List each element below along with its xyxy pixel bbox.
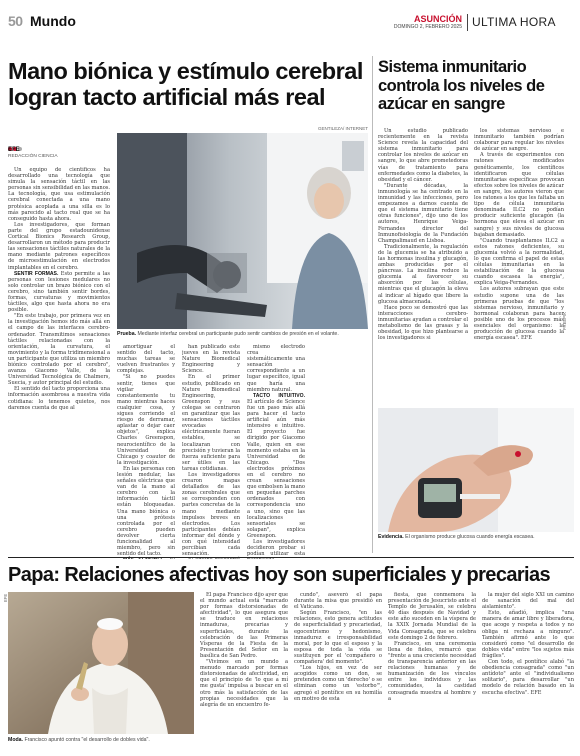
article1-column-4 <box>247 344 305 559</box>
page-header <box>0 0 580 34</box>
paragraph: han publicado este jueves en la revista Nature Biomedical Engineering y Science. <box>182 344 240 375</box>
article2-photo <box>378 408 574 532</box>
paragraph: Según Francisco, "en las relaciones, esto genera actitudes de superficialidad y precariedad, egocentrismo y hedonismo, inmadurez e irresponsabilidad moral, por lo que el esposo y la esposa de toda la vida se sustituyen por el 'compañero o compañera' del momento". <box>294 610 382 666</box>
paragraph: amortiguar el sentido del tacto, muchas tareas se vuelven frustrantes y complejas. <box>117 344 175 375</box>
paragraph: Un estudio publicado recientemente en la revista Science revela la capacidad del sistema inmunitario para controlar los niveles de azúcar en sangre, lo que abre prometedoras vías de tratamiento para enfermedades como la diabetes, la obesidad y el cáncer. <box>378 128 468 183</box>
article3-column-3 <box>388 592 476 750</box>
edition-date: DOMINGO 2, FEBRERO 2025 <box>393 24 462 30</box>
paragraph: "Los hijos, en vez de ser acogidos como un don, se pretenden como un 'derecho' o se eliminan como un 'estorbo'", agregó el pontífice en su homilía en motivo de esta <box>294 665 382 702</box>
paragraph: fiesta, que conmemora la presentación de Jesucristo ante el Templo de Jerusalén, se celebra 40 días después de Navidad y este año suceden en la víspera de la XXIX Jornada Mundial de la Vida Consagrada, que se celebra este domingo 2 de febrero. <box>388 592 476 641</box>
paragraph: "Durante décadas, la inmunología se ha centrado en la inmunidad y las infecciones, pero empezamos a darnos cuenta de que el sistema inmunitario tiene otras funciones", dijo uno de los autores, Henrique Veiga-Fernandes director del Inmunofisiología de la Fundación Champalimaud en Lisboa. <box>378 182 468 244</box>
article3-photo <box>8 592 194 734</box>
paragraph: Esto, añadió, implica "una manera de amar libre y liberadora, que acoge y respeta a todos y no obliga ni rechaza a ninguno". También afirmó ante lo que consideró como "el desarrollo de dobles vida" entre "los sujetos más frágiles". <box>482 610 574 659</box>
paragraph: El papa Francisco dijo ayer que el mundo actual está "marcado por formas distorsionadas de afectividad", lo que asegura que se traduce en relaciones inmaduras, precarias y superficiales, durante la celebración de las Primeras Vísperas de la Fiesta de la Presentación del Señor en la basílica de San Pedro. <box>200 592 288 659</box>
article3-photo-caption: Moda. Francisco apuntó contra "el desarrollo de dobles vida". <box>8 737 150 743</box>
subhead: TACTO INTUITIVO. <box>253 392 305 399</box>
byline-dots <box>8 136 26 142</box>
article2-side-credit: FREEPIK <box>562 312 567 330</box>
byline-sub: REDACCIÓN CIENCIA <box>8 154 58 159</box>
article1-photo <box>117 133 368 329</box>
paragraph: Los autores subrayan que este estudio supone una de las primeras pruebas de que "los sistemas nervioso, inmunitario y hormonal colaboran para hacer posible uno de los procesos más esenciales del organismo: la producción de glucosa cuando la energía escasea". EFE <box>474 286 564 342</box>
paragraph: "Cuando trasplantamos ILC2 a estos ratones deficientes, su glucemia volvió a la normalidad, lo que confirma el papel de estas células inmunitarias en la estabilización de la glucosa cuando escasea la energía", explica Veiga-Fernandes. <box>474 237 564 287</box>
paragraph: Tradicionalmente, la regulación de la glucemia se ha atribuido a las hormonas insulina y glucagón, ambas producidas por el páncreas. La insulina reduce la glucemia al favorecer su absorción por las células, mientras que el glucagón la eleva al indicar al hígado que libere la glucosa almacenada. <box>378 243 468 305</box>
article3-column-2 <box>294 592 382 750</box>
paragraph: "En este trabajo, por primera vez en la investigación hemos ido más allá en el campo de las interfaces cerebro-ordenador. Transmitimos sensaciones táctiles relacionadas con la orientación, la curvatura, el movimiento y la forma tridimensional a un participante que utiliza un miembro biónico controlado por el cerebro", avanza Giacomo Valle, de la Universidad Tecnológica de Chalmers, Suecia, y autor principal del estudio. <box>8 313 110 387</box>
article2-photo-caption: Evidencia. El organismo produce glucosa cuando energía escasea. <box>378 534 535 540</box>
paragraph: TACTO INTUITIVO. El artículo de Science fue un paso más allá para hacer el tacto artificial aún más intensivo e intuitivo. El proyecto fue dirigido por Giacomo Valle, quien en ese momento estaba en la Universidad de Chicago. "Dos electrodos próximos en el cerebro no crean sensaciones que embolsen la mano en pequeñas parches ordenados con correspondencia uno a uno, sino que las localizaciones sensoriales se solapan", explica Greenspon. <box>247 392 305 539</box>
glucometer-illustration <box>378 408 574 532</box>
paragraph: cundo", aseveró el papa durante la misa que presidió en el Vaticano. <box>294 592 382 611</box>
header-divider <box>467 14 468 31</box>
paragraph: En las personas con lesión medular, las señales eléctricas que van de la mano al cerebro con la información táctil están bloqueadas. Una mano biónica o una prótesis controlada por el cerebro pueden devolver cierta funcionalidad al miembro, pero sin sentido del tacto. <box>117 465 175 558</box>
article1-column-3 <box>182 344 240 559</box>
paragraph: "Vivimos en un mundo a menudo marcado por formas distorsionadas de afectividad, en que el principio de 'lo que a mí me gusta' impulsa a buscar en el otro más la satisfacción de las propias necesidades que la alegría de un encuentro fe- <box>200 659 288 708</box>
paragraph: la mujer del siglo XXI un camino de sanación del mal del aislamiento". <box>482 592 574 611</box>
paragraph: Los investigadores decidieron probar si podían utilizar esta <box>247 539 305 558</box>
edition-name: ULTIMA HORA <box>472 15 556 29</box>
paragraph: Un equipo de científicos ha desarrollado una tecnología que simula la sensación táctil en las personas sin sensibilidad en las manos. La tecnología, que usa estimulación cerebral conectada a una mano protésica acoplada a una silla es lo más parecido al tacto real que se ha conseguido hasta ahora. <box>8 167 110 222</box>
paragraph: A través de experimentos con ratones modificados genéticamente, los científicos identificaron que células inmunitarias específicas provocan efectos sobre los niveles de azúcar en sangre, los autores vieron que los ratones a los que les faltaba un tipo de célula inmunitaria denominada ILC2 no podían producir suficiente glucagón (la hormona que eleva el azúcar en sangre) y sus niveles de glucosa bajaban demasiado. <box>474 152 564 238</box>
article1-column-2 <box>117 344 175 559</box>
article3-headline: Papa: Relaciones afectivas hoy son superficiales y precarias <box>8 564 551 586</box>
pope-illustration <box>8 592 194 734</box>
article2-headline: Sistema inmunitario controla los niveles de azúcar en sangre <box>378 58 545 113</box>
paragraph: Los investigadores crearon mapas detallados de las zonas cerebrales que se corresponden con partes concretas de la mano mediante impulsos breves en electrodos. Los participantes debían informar del dónde y con qué intensidad percibían cada sensación. <box>182 471 240 558</box>
brand-name: ASUNCIÓN <box>413 14 462 24</box>
article1-photo-caption: Prueba. Mediante interfaz cerebral un participante pudo sentir cambios de presión en el volante. <box>117 331 339 337</box>
article3-side-credit: EFE <box>3 593 8 602</box>
article1-photo-credit: GENTILEZA/ INTERNET <box>317 126 368 131</box>
lab-scene-illustration <box>117 133 368 329</box>
article1-column-1 <box>8 167 110 559</box>
paragraph: Francisco, en una ceremonia llena de fieles, remarcó que "frente a una creciente necesidad de transparencia anterior en las relaciones humanas y de humanización de los vínculos entre los individuos y las comunidades, la castidad consagrada muestra al hombre y a <box>388 640 476 702</box>
paragraph: "Si no puedes sentir, tienes que vigilar constantemente tu mano mientras haces cualquier cosa, y sigues corriendo el riesgo de derramar, aplastar o dejar caer objetos", explica Charles Greenspon, neurocientífico de la Universidad de Chicago y coautor de la investigación. <box>117 374 175 466</box>
article3-column-4 <box>482 592 574 750</box>
byline: EFE <box>8 147 20 153</box>
subhead: SENTIR FORMAS. <box>14 270 59 277</box>
section-separator <box>8 557 574 558</box>
article2-column-2 <box>474 128 564 404</box>
paragraph: El sentido del tacto proporciona una información asombrosa a nuestra vida cotidiana: lo tenemos quietos, nos daremos cuenta de que al <box>8 386 110 411</box>
paragraph: Con todo, el pontífice alabó "la obediencia consagrada" como "un antídoto" ante el "individualismo solitario", para desarrollar "un modelo de relación basado en la escucha efectiva". EFE <box>482 659 574 696</box>
column-divider <box>372 56 373 553</box>
page-number: 50 <box>8 13 23 29</box>
paragraph: Los investigadores, que forman parte del grupo estadounidense Cortical Bionics Research Group, desarrollaron un método para producir las sensaciones táctiles naturales de la mano mediante patrones específicos de microestimulación en electrodos implantables en el cerebro. <box>8 221 110 271</box>
paragraph: los sistemas nervioso e inmunitario también podrían colaborar para regular los niveles de azúcar en sangre. <box>474 128 564 153</box>
section-title: Mundo <box>30 13 76 29</box>
paragraph: Hace poco se demostró que las interacciones cerebro-inmunitarias ayudan a controlar el metabolismo de las grasas y la obesidad, lo que hizo plantearse a los investigadores si <box>378 304 468 342</box>
article1-headline: Mano biónica y estímulo cerebral logran tacto artificial más real <box>8 58 363 110</box>
paragraph: SENTIR FORMAS. Esto permite a las personas con lesiones medulares no solo controlar un brazo biónico con el cerebro, sino también sentir bordes, formas, curvaturas y movimientos táctiles, algo que hasta ahora no era posible. <box>8 270 110 314</box>
article3-column-1 <box>200 592 288 750</box>
article2-column-1 <box>378 128 468 404</box>
paragraph: mismo electrodo crea sistemáticamente una sensación correspondiente a un lugar específico, igual que haría una miembro natural. <box>247 344 305 393</box>
paragraph: En el primer estudio, publicado en Nature Biomedical Engineering, Greenspon y sus colegas se centraron en garantizar que las sensaciones táctiles evocadas eléctricamente fueran estables, se localizaran con precisión y tuvieran la fuerza suficiente para ser útiles en las tareas cotidianas. <box>182 374 240 472</box>
